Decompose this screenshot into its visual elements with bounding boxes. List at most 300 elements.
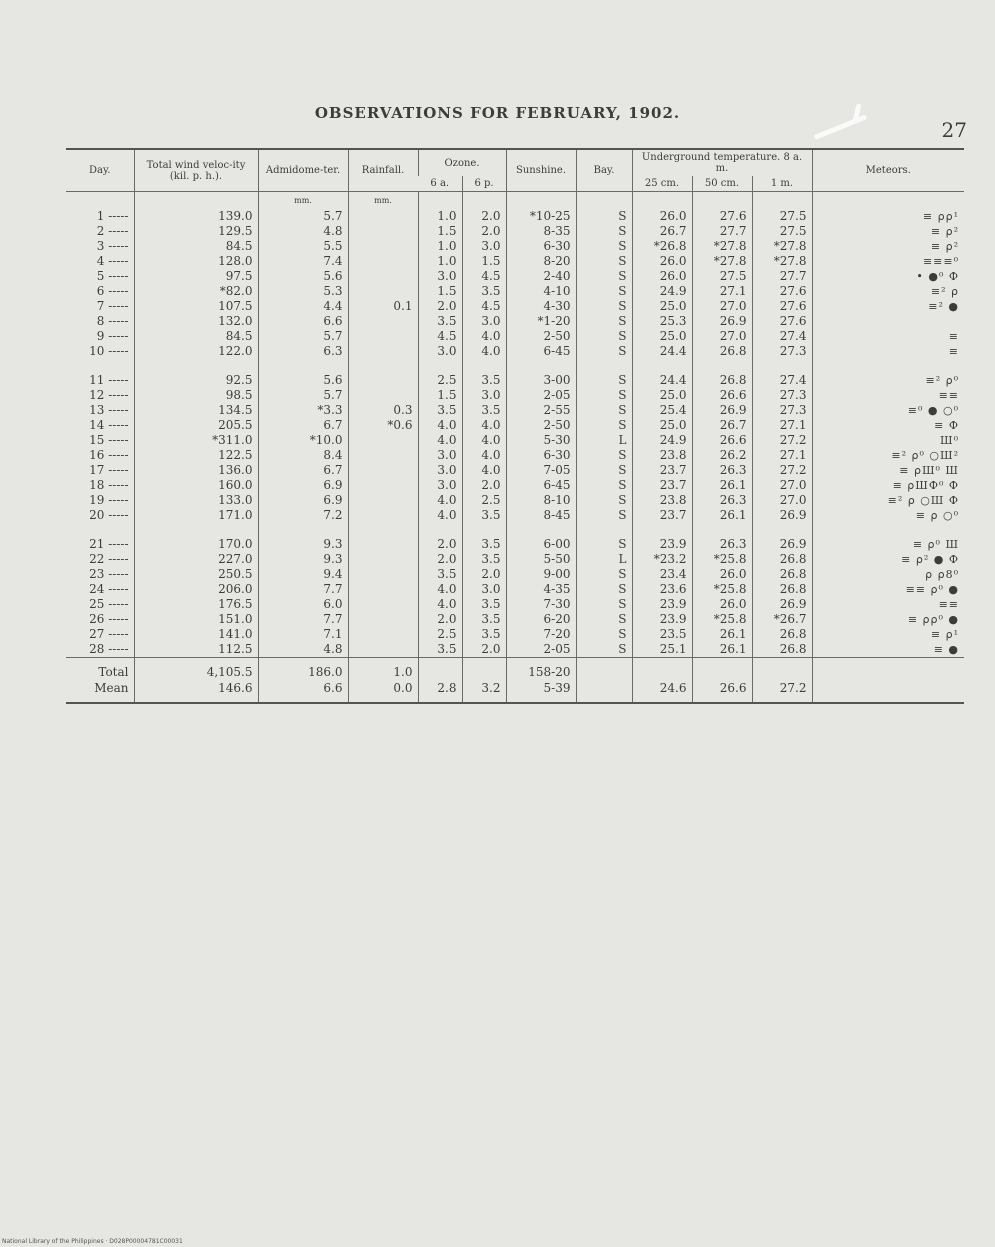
- cell-atmidometer: 6.7: [258, 418, 348, 433]
- cell-wind: 84.5: [134, 329, 258, 344]
- cell-ug-50cm: 26.0: [692, 567, 752, 582]
- table-row: [66, 567, 964, 582]
- cell-rainfall: [348, 552, 418, 567]
- cell-ug-50cm: 26.6: [692, 680, 752, 703]
- cell-ug-25cm: 24.9: [632, 433, 692, 448]
- cell-bay: S: [576, 597, 632, 612]
- cell-ozone-pm: 3.5: [462, 552, 506, 567]
- table-row: [66, 433, 964, 448]
- cell-ug-25cm: [632, 658, 692, 681]
- cell-sunshine: 158-20: [506, 658, 576, 681]
- cell-ug-1m: *27.8: [752, 254, 812, 269]
- cell-ug-50cm: 26.3: [692, 463, 752, 478]
- cell-meteors: ≡ ⍴ШФ⁰ Ф: [812, 478, 964, 493]
- cell-bay: S: [576, 284, 632, 299]
- cell-sunshine: 2-05: [506, 388, 576, 403]
- cell-sunshine: 6-30: [506, 448, 576, 463]
- cell-ozone-pm: 2.0: [462, 209, 506, 224]
- cell-ug-25cm: 23.6: [632, 582, 692, 597]
- cell-ug-50cm: [692, 658, 752, 681]
- cell-day: 17 -----: [89, 463, 129, 477]
- cell-day: 20 -----: [89, 508, 129, 522]
- cell-ozone-am: 4.0: [418, 597, 462, 612]
- cell-ozone-pm: 3.5: [462, 537, 506, 552]
- cell-meteors: ≡ ⍴ ○⁰: [812, 508, 964, 523]
- cell-meteors: ≡ ⍴⍴¹: [812, 209, 964, 224]
- cell-ug-25cm: 26.0: [632, 269, 692, 284]
- cell-day: 25 -----: [89, 597, 129, 611]
- cell-atmidometer: 9.3: [258, 537, 348, 552]
- cell-ug-50cm: 26.3: [692, 493, 752, 508]
- cell-rainfall: [348, 463, 418, 478]
- cell-rainfall: [348, 537, 418, 552]
- cell-ozone-pm: 3.0: [462, 239, 506, 254]
- cell-day: 27 -----: [89, 627, 129, 641]
- cell-ozone-am: 2.8: [418, 680, 462, 703]
- cell-ozone-pm: 4.0: [462, 448, 506, 463]
- cell-sunshine: 6-00: [506, 537, 576, 552]
- cell-sunshine: 4-35: [506, 582, 576, 597]
- unit-rainfall: mm.: [348, 192, 418, 210]
- cell-ozone-pm: 3.0: [462, 582, 506, 597]
- cell-ozone-pm: 3.0: [462, 314, 506, 329]
- cell-sunshine: 6-20: [506, 612, 576, 627]
- table-row: [66, 284, 964, 299]
- cell-total-label: Total: [66, 658, 134, 681]
- cell-day: 6 -----: [96, 284, 129, 298]
- cell-ug-1m: 26.8: [752, 552, 812, 567]
- cell-ug-1m: 27.5: [752, 209, 812, 224]
- cell-ug-1m: 27.2: [752, 433, 812, 448]
- cell-ozone-am: 2.0: [418, 299, 462, 314]
- cell-bay: S: [576, 344, 632, 359]
- cell-day: 3 -----: [96, 239, 129, 253]
- unit-atmidometer: mm.: [258, 192, 348, 210]
- cell-wind: 176.5: [134, 597, 258, 612]
- cell-bay: S: [576, 254, 632, 269]
- cell-meteors: ≡ ⍴Ш⁰ Ш: [812, 463, 964, 478]
- cell-day: 15 -----: [89, 433, 129, 447]
- cell-bay: S: [576, 478, 632, 493]
- cell-ug-50cm: 26.8: [692, 344, 752, 359]
- table-row: [66, 508, 964, 523]
- header-day: Day.: [66, 149, 134, 192]
- cell-ug-25cm: 23.9: [632, 597, 692, 612]
- cell-ug-50cm: 26.9: [692, 403, 752, 418]
- cell-ozone-am: 4.0: [418, 433, 462, 448]
- header-atmidometer: Admidome-ter.: [258, 149, 348, 192]
- cell-sunshine: 7-30: [506, 597, 576, 612]
- cell-atmidometer: 7.7: [258, 612, 348, 627]
- cell-sunshine: 6-30: [506, 239, 576, 254]
- cell-atmidometer: 4.8: [258, 224, 348, 239]
- cell-ug-25cm: 25.0: [632, 388, 692, 403]
- cell-ug-50cm: 27.7: [692, 224, 752, 239]
- cell-ug-50cm: 26.3: [692, 537, 752, 552]
- cell-rainfall: [348, 224, 418, 239]
- cell-rainfall: [348, 254, 418, 269]
- cell-ug-50cm: 26.1: [692, 508, 752, 523]
- cell-atmidometer: 6.9: [258, 478, 348, 493]
- cell-bay: S: [576, 314, 632, 329]
- table-row: [66, 478, 964, 493]
- table-row: [66, 597, 964, 612]
- cell-ug-50cm: 27.5: [692, 269, 752, 284]
- cell-sunshine: 4-10: [506, 284, 576, 299]
- cell-atmidometer: 6.6: [258, 314, 348, 329]
- cell-day: 5 -----: [96, 269, 129, 283]
- cell-meteors: ≡ Ф: [812, 418, 964, 433]
- cell-bay: S: [576, 582, 632, 597]
- cell-ozone-am: [418, 658, 462, 681]
- cell-day: 28 -----: [89, 642, 129, 656]
- cell-ozone-pm: 3.5: [462, 403, 506, 418]
- cell-bay: S: [576, 403, 632, 418]
- cell-ug-50cm: *27.8: [692, 254, 752, 269]
- cell-sunshine: 8-35: [506, 224, 576, 239]
- cell-ug-25cm: *26.8: [632, 239, 692, 254]
- table-row: [66, 299, 964, 314]
- table-row: [66, 403, 964, 418]
- header-ug-50cm: 50 cm.: [692, 176, 752, 192]
- cell-day: 24 -----: [89, 582, 129, 596]
- cell-day: 7 -----: [96, 299, 129, 313]
- cell-wind: 92.5: [134, 373, 258, 388]
- cell-ug-50cm: *25.8: [692, 552, 752, 567]
- cell-ug-1m: 27.0: [752, 478, 812, 493]
- cell-wind: 98.5: [134, 388, 258, 403]
- header-sunshine: Sunshine.: [506, 149, 576, 192]
- cell-wind: *311.0: [134, 433, 258, 448]
- cell-ug-1m: 26.8: [752, 567, 812, 582]
- cell-meteors: ≡² ⍴ ○Ш Ф: [812, 493, 964, 508]
- cell-ug-1m: 27.3: [752, 344, 812, 359]
- cell-rainfall: 0.1: [348, 299, 418, 314]
- cell-ug-1m: 26.8: [752, 582, 812, 597]
- cell-ozone-pm: 3.2: [462, 680, 506, 703]
- cell-wind: 132.0: [134, 314, 258, 329]
- cell-rainfall: [348, 627, 418, 642]
- table-row: [66, 642, 964, 658]
- cell-ug-50cm: 26.7: [692, 418, 752, 433]
- cell-ug-50cm: 26.9: [692, 314, 752, 329]
- cell-wind: 139.0: [134, 209, 258, 224]
- cell-ug-25cm: 23.8: [632, 493, 692, 508]
- cell-ozone-pm: 4.0: [462, 463, 506, 478]
- cell-ozone-pm: 2.0: [462, 224, 506, 239]
- cell-ug-1m: 27.4: [752, 329, 812, 344]
- cell-ug-1m: 27.0: [752, 493, 812, 508]
- cell-rainfall: 1.0: [348, 658, 418, 681]
- cell-ozone-am: 3.5: [418, 567, 462, 582]
- cell-ozone-pm: 4.0: [462, 344, 506, 359]
- cell-ug-1m: [752, 658, 812, 681]
- cell-ozone-pm: 3.5: [462, 627, 506, 642]
- cell-day: 14 -----: [89, 418, 129, 432]
- cell-ug-25cm: 25.1: [632, 642, 692, 658]
- cell-meteors: ≡ ⍴⁰ Ш: [812, 537, 964, 552]
- cell-ozone-am: 3.5: [418, 642, 462, 658]
- cell-ug-1m: 27.2: [752, 680, 812, 703]
- cell-bay: S: [576, 224, 632, 239]
- cell-day: 18 -----: [89, 478, 129, 492]
- cell-wind: 122.0: [134, 344, 258, 359]
- cell-wind: 129.5: [134, 224, 258, 239]
- cell-wind: 134.5: [134, 403, 258, 418]
- cell-bay: L: [576, 552, 632, 567]
- cell-atmidometer: 8.4: [258, 448, 348, 463]
- cell-sunshine: 5-30: [506, 433, 576, 448]
- cell-ozone-am: 3.5: [418, 314, 462, 329]
- cell-ug-25cm: 23.8: [632, 448, 692, 463]
- cell-ug-1m: 27.7: [752, 269, 812, 284]
- cell-meteors: ≡² ⍴: [812, 284, 964, 299]
- cell-rainfall: [348, 597, 418, 612]
- cell-meteors: Ш⁰: [812, 433, 964, 448]
- table-row: [66, 582, 964, 597]
- cell-ozone-am: 3.0: [418, 448, 462, 463]
- cell-sunshine: 8-45: [506, 508, 576, 523]
- cell-rainfall: [348, 567, 418, 582]
- cell-rainfall: [348, 493, 418, 508]
- cell-ug-1m: 27.4: [752, 373, 812, 388]
- cell-ug-25cm: 24.6: [632, 680, 692, 703]
- cell-ozone-am: 4.0: [418, 508, 462, 523]
- header-ug-1m: 1 m.: [752, 176, 812, 192]
- cell-bay: S: [576, 567, 632, 582]
- footer-text: National Library of the Philippines · D028P00004781C00031: [2, 1238, 183, 1245]
- cell-rainfall: [348, 448, 418, 463]
- cell-meteors: ≡≡ ⍴⁰ ●: [812, 582, 964, 597]
- cell-ozone-pm: 2.0: [462, 478, 506, 493]
- cell-rainfall: *0.6: [348, 418, 418, 433]
- cell-ozone-am: 2.0: [418, 552, 462, 567]
- cell-bay: S: [576, 642, 632, 658]
- cell-sunshine: *1-20: [506, 314, 576, 329]
- cell-ozone-am: 4.0: [418, 418, 462, 433]
- cell-ozone-pm: 3.5: [462, 284, 506, 299]
- cell-atmidometer: 9.3: [258, 552, 348, 567]
- cell-atmidometer: *10.0: [258, 433, 348, 448]
- header-rainfall: Rainfall.: [348, 149, 418, 192]
- cell-ozone-am: 1.0: [418, 239, 462, 254]
- cell-rainfall: [348, 582, 418, 597]
- table-row: [66, 254, 964, 269]
- cell-wind: 146.6: [134, 680, 258, 703]
- cell-ozone-am: 2.0: [418, 537, 462, 552]
- cell-ozone-am: 1.5: [418, 388, 462, 403]
- cell-rainfall: [348, 478, 418, 493]
- cell-ug-50cm: 26.1: [692, 642, 752, 658]
- cell-day: 1 -----: [96, 209, 129, 223]
- cell-ozone-am: 2.5: [418, 373, 462, 388]
- cell-bay: S: [576, 299, 632, 314]
- cell-meteors: ≡² ⍴⁰ ○Ш²: [812, 448, 964, 463]
- cell-meteors: ≡≡≡⁰: [812, 254, 964, 269]
- cell-wind: 206.0: [134, 582, 258, 597]
- cell-ug-50cm: 27.0: [692, 329, 752, 344]
- cell-wind: 136.0: [134, 463, 258, 478]
- cell-ug-25cm: 25.0: [632, 299, 692, 314]
- cell-ug-25cm: 23.7: [632, 478, 692, 493]
- cell-ozone-pm: 3.5: [462, 597, 506, 612]
- cell-ug-1m: 27.3: [752, 388, 812, 403]
- cell-atmidometer: 7.2: [258, 508, 348, 523]
- cell-rainfall: [348, 433, 418, 448]
- cell-ozone-pm: 2.0: [462, 642, 506, 658]
- table-row: [66, 418, 964, 433]
- cell-ug-25cm: 23.9: [632, 537, 692, 552]
- cell-ug-25cm: 23.5: [632, 627, 692, 642]
- cell-ug-50cm: 27.6: [692, 209, 752, 224]
- cell-ozone-am: 4.0: [418, 493, 462, 508]
- cell-meteors: ≡² ⍴⁰: [812, 373, 964, 388]
- cell-ozone-am: 3.0: [418, 478, 462, 493]
- cell-meteors: ≡ ⍴² ● Ф: [812, 552, 964, 567]
- cell-rainfall: [348, 373, 418, 388]
- cell-ozone-pm: 4.0: [462, 433, 506, 448]
- cell-sunshine: 2-40: [506, 269, 576, 284]
- cell-day: 9 -----: [96, 329, 129, 343]
- cell-wind: 97.5: [134, 269, 258, 284]
- cell-day: 2 -----: [96, 224, 129, 238]
- cell-ozone-am: 3.5: [418, 403, 462, 418]
- table-row: [66, 209, 964, 224]
- cell-wind: 141.0: [134, 627, 258, 642]
- cell-meteors: ≡ ⍴¹: [812, 627, 964, 642]
- cell-sunshine: 6-45: [506, 344, 576, 359]
- cell-ug-25cm: *23.2: [632, 552, 692, 567]
- cell-day: 11 -----: [89, 373, 129, 387]
- cell-wind: 128.0: [134, 254, 258, 269]
- cell-ug-25cm: 23.9: [632, 612, 692, 627]
- cell-ug-25cm: 26.7: [632, 224, 692, 239]
- cell-atmidometer: 9.4: [258, 567, 348, 582]
- cell-ug-50cm: 26.0: [692, 597, 752, 612]
- cell-bay: S: [576, 448, 632, 463]
- cell-bay: S: [576, 209, 632, 224]
- cell-sunshine: 5-39: [506, 680, 576, 703]
- cell-rainfall: 0.3: [348, 403, 418, 418]
- cell-sunshine: *10-25: [506, 209, 576, 224]
- cell-meteors: ≡ ●: [812, 642, 964, 658]
- cell-atmidometer: 7.7: [258, 582, 348, 597]
- cell-ug-1m: 27.6: [752, 314, 812, 329]
- cell-ug-1m: 26.9: [752, 597, 812, 612]
- cell-ozone-pm: 2.0: [462, 567, 506, 582]
- observations-table: [66, 148, 964, 704]
- cell-atmidometer: 5.7: [258, 329, 348, 344]
- cell-ozone-am: 3.0: [418, 269, 462, 284]
- cell-rainfall: [348, 329, 418, 344]
- cell-ozone-pm: 3.5: [462, 373, 506, 388]
- cell-bay: S: [576, 239, 632, 254]
- cell-ozone-pm: 3.5: [462, 508, 506, 523]
- cell-ug-25cm: 26.0: [632, 209, 692, 224]
- cell-meteors: ≡ ⍴²: [812, 239, 964, 254]
- cell-rainfall: [348, 239, 418, 254]
- cell-ozone-am: 3.0: [418, 463, 462, 478]
- cell-day: 12 -----: [89, 388, 129, 402]
- cell-meteors: ≡: [812, 329, 964, 344]
- mean-row: [66, 680, 964, 703]
- table-row: [66, 537, 964, 552]
- group-spacer: [66, 359, 964, 373]
- cell-ug-1m: *26.7: [752, 612, 812, 627]
- group-spacer: [66, 523, 964, 537]
- cell-day: 22 -----: [89, 552, 129, 566]
- cell-meteors: ≡² ●: [812, 299, 964, 314]
- table-row: [66, 552, 964, 567]
- cell-day: 4 -----: [96, 254, 129, 268]
- cell-ozone-am: 3.0: [418, 344, 462, 359]
- cell-sunshine: 6-45: [506, 478, 576, 493]
- cell-sunshine: 8-20: [506, 254, 576, 269]
- cell-bay: S: [576, 612, 632, 627]
- cell-ozone-pm: [462, 658, 506, 681]
- cell-meteors: ≡≡: [812, 388, 964, 403]
- cell-ug-1m: 26.8: [752, 627, 812, 642]
- cell-ozone-am: 2.5: [418, 627, 462, 642]
- cell-ug-25cm: 23.7: [632, 463, 692, 478]
- header-ozone: Ozone.: [418, 149, 506, 176]
- table-row: [66, 448, 964, 463]
- cell-ug-25cm: 23.7: [632, 508, 692, 523]
- cell-ug-50cm: 26.1: [692, 478, 752, 493]
- cell-rainfall: [348, 269, 418, 284]
- cell-wind: 171.0: [134, 508, 258, 523]
- total-row: [66, 658, 964, 681]
- cell-ozone-am: 1.5: [418, 284, 462, 299]
- cell-ug-50cm: *25.8: [692, 582, 752, 597]
- cell-sunshine: 5-50: [506, 552, 576, 567]
- cell-atmidometer: 6.7: [258, 463, 348, 478]
- cell-sunshine: 2-55: [506, 403, 576, 418]
- cell-total-label: Mean: [66, 680, 134, 703]
- table-row: [66, 373, 964, 388]
- header-meteors: Meteors.: [812, 149, 964, 192]
- cell-ug-1m: 27.6: [752, 299, 812, 314]
- cell-sunshine: 4-30: [506, 299, 576, 314]
- cell-ug-25cm: 25.0: [632, 418, 692, 433]
- cell-ug-1m: *27.8: [752, 239, 812, 254]
- header-underground: Underground temperature. 8 a. m.: [632, 149, 812, 176]
- cell-bay: [576, 658, 632, 681]
- cell-ozone-am: 2.0: [418, 612, 462, 627]
- cell-wind: 160.0: [134, 478, 258, 493]
- cell-atmidometer: 6.6: [258, 680, 348, 703]
- cell-atmidometer: 6.9: [258, 493, 348, 508]
- table-row: [66, 239, 964, 254]
- cell-ug-25cm: 25.0: [632, 329, 692, 344]
- cell-wind: 122.5: [134, 448, 258, 463]
- cell-bay: [576, 680, 632, 703]
- cell-meteors: ≡ ⍴⍴⁰ ●: [812, 612, 964, 627]
- cell-wind: 205.5: [134, 418, 258, 433]
- cell-atmidometer: 4.8: [258, 642, 348, 658]
- cell-day: 23 -----: [89, 567, 129, 581]
- cell-bay: S: [576, 627, 632, 642]
- cell-atmidometer: 5.5: [258, 239, 348, 254]
- cell-wind: 151.0: [134, 612, 258, 627]
- cell-atmidometer: 186.0: [258, 658, 348, 681]
- cell-atmidometer: 7.1: [258, 627, 348, 642]
- cell-sunshine: 9-00: [506, 567, 576, 582]
- cell-meteors: ≡: [812, 344, 964, 359]
- cell-ozone-am: 4.0: [418, 582, 462, 597]
- cell-ug-50cm: *27.8: [692, 239, 752, 254]
- cell-ug-1m: 27.2: [752, 463, 812, 478]
